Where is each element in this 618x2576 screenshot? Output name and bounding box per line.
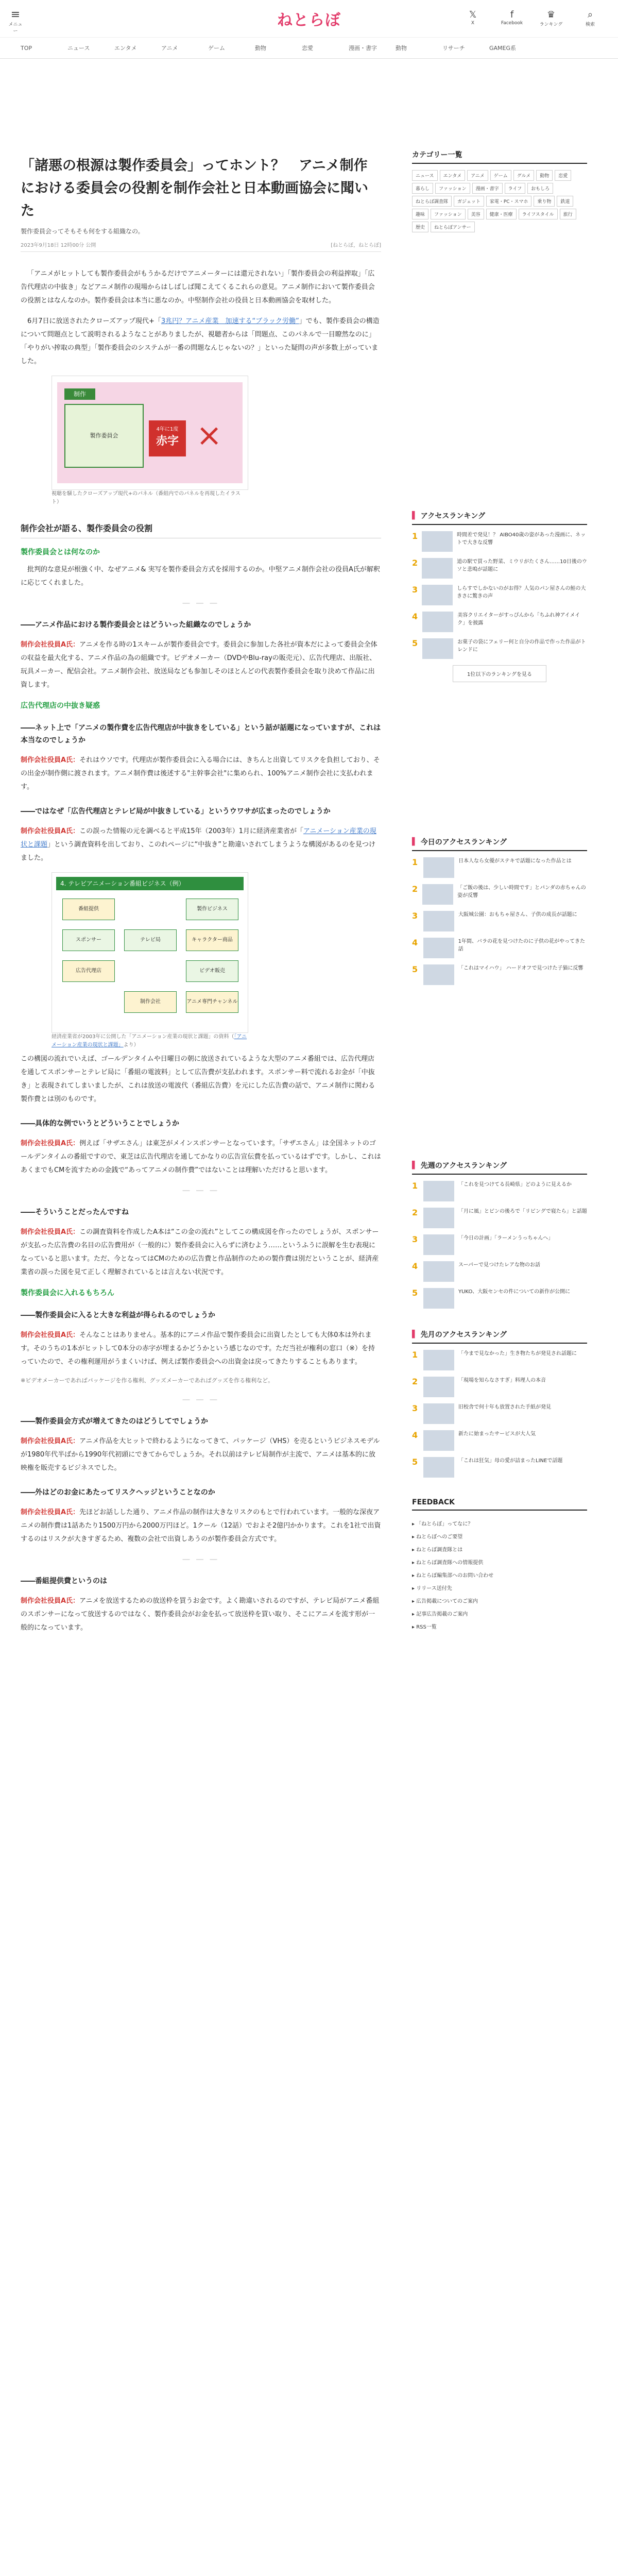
footnote: ※ビデオメーカーであればパッケージを作る権利、グッズメーカーであればグッズを作る権利など。 <box>21 1377 274 1384</box>
article-date: 2023年9月18日 12時00分 公開 <box>21 243 96 248</box>
rank-title: 「これは狂気」母の愛が詰まったLINEで話題 <box>458 1458 563 1464</box>
rank-thumbnail <box>423 964 454 985</box>
today-ranking-block <box>412 837 587 985</box>
answer <box>21 1226 381 1279</box>
question: ――アニメ作品における製作委員会とはどういった組織なのでしょうか <box>21 621 251 629</box>
rank-number: 2 <box>412 1208 418 1217</box>
category-tag[interactable]: エンタメ <box>440 170 466 181</box>
figure-diagram <box>21 872 381 1049</box>
question: ――そういうことだったんですね <box>21 1208 129 1216</box>
category-heading <box>412 149 587 164</box>
category-tag[interactable]: ねとらぼアンサー <box>431 222 475 232</box>
ranking-item[interactable] <box>412 884 587 905</box>
ranking-item[interactable] <box>412 1457 587 1478</box>
speaker-label: 制作会社役員A氏： <box>21 1437 80 1445</box>
rank-title: 美容クリエイターがすっぴんから「ちふれ神アイメイク」を披露 <box>457 613 580 626</box>
category-tag[interactable]: ガジェット <box>454 196 484 207</box>
rank-thumbnail <box>422 612 453 632</box>
rank-number: 3 <box>412 1234 418 1244</box>
rank-number: 4 <box>412 1430 418 1440</box>
answer <box>21 1137 381 1177</box>
rank-thumbnail <box>423 911 454 931</box>
answer-text: 例えば「サザエさん」は東芝がメインスポンサーとなっています。「サザエさん」は全国ネットのゴールデンタイムの番組ですので、東芝は広告代理店を通してかなりの広告宣伝費を払っているはずです。しかし、これはあくまでもCMを流すための金銭で“あってアニメの制作費”ではないことは理解いただけると思います。 <box>21 1140 381 1174</box>
diagram-node: アニメ専門チャンネル <box>186 991 238 1013</box>
panel-red-box <box>149 420 186 456</box>
x-button[interactable] <box>460 9 485 27</box>
category-tag[interactable]: ファッション <box>431 209 466 219</box>
feedback-link[interactable]: ▸ 「ねとらぼ」ってなに？ <box>412 1521 473 1527</box>
prev-list <box>412 1350 587 1478</box>
rank-thumbnail <box>422 638 453 659</box>
hamburger-icon: ≡ <box>10 8 21 21</box>
last-week-ranking-block <box>412 1160 587 1309</box>
article-subtitle: 製作委員会ってそもそも何をする組織なの。 <box>21 228 144 235</box>
question: ――番組提供費というのは <box>21 1577 107 1585</box>
rank-number: 4 <box>412 612 418 621</box>
category-tag[interactable]: 漫画・書字 <box>472 183 503 194</box>
speaker-label: 制作会社役員A氏： <box>21 641 80 649</box>
answer <box>21 825 381 865</box>
rank-title: 「これを見つけてる長崎県」どのように見えるか <box>458 1182 572 1188</box>
nav-item-5[interactable]: 動物 <box>255 45 266 52</box>
rank-thumbnail <box>422 884 453 905</box>
ranking-flag-icon: ▌ <box>412 1330 418 1338</box>
rank-title: 日本人なら女優がステキで話題になった作品とは <box>458 858 572 864</box>
category-tag[interactable]: ライフ <box>505 183 525 194</box>
feedback-heading <box>412 1498 587 1511</box>
feedback-link[interactable]: ▸ ねとらぼ編集部へのお問い合わせ <box>412 1573 494 1579</box>
feedback-link[interactable]: ▸ RSS一覧 <box>412 1624 437 1630</box>
business-diagram <box>52 872 248 1033</box>
access-title: アクセスランキング <box>420 512 485 520</box>
ranking-item[interactable] <box>412 1181 587 1201</box>
panel-committee-box: 製作委員会 <box>64 404 144 468</box>
rank-title: 大阪城公園：おもちゃ屋さん、子供の成長が話題に <box>458 912 577 918</box>
question: ――製作委員会方式が増えてきたのはどうしてでしょうか <box>21 1417 208 1426</box>
rank-number: 4 <box>412 938 418 947</box>
category-tag[interactable]: おもしろ <box>527 183 553 194</box>
diagram-node: 制作会社 <box>124 991 177 1013</box>
category-tag[interactable]: 鉄道 <box>557 196 573 207</box>
nav-item-0[interactable]: TOP <box>21 44 32 52</box>
figure-caption: 視聴を騒したクローズアップ現代+のパネル（番組内でのパネルを再現したイラスト） <box>52 491 241 505</box>
answer <box>21 1329 381 1369</box>
ranking-item[interactable] <box>412 1234 587 1255</box>
ranking-item[interactable] <box>412 585 587 605</box>
diagram-node: ビデオ販売 <box>186 960 238 982</box>
question: ――製作委員会に入ると大きな利益が得られるのでしょうか <box>21 1311 215 1319</box>
answer-text: そんなことはありません。基本的にアニメ作品で製作委員会に出資したとしても大体0本は外れます。そのうちの1本がヒットして0本分の赤字が埋まるかどうかという感じなのです。ただ当社が権利の窓口（※）を持っていたので、その権利運用がうまくいけば、例えば製作委員会への出資金は戻ってきたりすることもあります。 <box>21 1331 375 1366</box>
section-paragraph: 批判的な意見が根強く中、なぜアニメ& 実写を製作委員会方式を採用するのか。中堅アニメ制作会社の役員A氏が解釈に応じてくれました。 <box>21 566 380 587</box>
search-icon: ⌕ <box>587 9 593 20</box>
last-title: 先週のアクセスランキング <box>420 1162 507 1170</box>
nav-item-3[interactable]: アニメ <box>161 45 178 52</box>
panel-red-box-label: 4年に1度 <box>156 427 179 432</box>
divider: ― ― ― <box>182 1555 219 1564</box>
header-icon-label: 検索 <box>585 22 595 27</box>
article-meta <box>21 241 381 252</box>
ranking-item[interactable] <box>412 1430 587 1451</box>
question: ――外はどのお金にあたってリスクヘッジということなのか <box>21 1488 215 1497</box>
category-tag[interactable]: アニメ <box>467 170 488 181</box>
ranking-flag-icon: ▌ <box>412 1161 418 1170</box>
category-tag[interactable]: 歴史 <box>412 222 428 232</box>
category-tag[interactable]: 家電・PC・スマホ <box>486 196 532 207</box>
ad-spacer <box>412 253 587 511</box>
answer <box>21 1506 381 1546</box>
answer-text: アニメを放送するための放送枠を買うお金です。よく勘違いされるのですが、テレビ局がアニメ番組のスポンサーになって放送するのではなく、製作委員会がお金を払って放送枠を買い取り、そこにアニメを流す形が一般的になっています。 <box>21 1597 380 1632</box>
ranking-item[interactable] <box>412 558 587 579</box>
rank-thumbnail <box>422 585 453 605</box>
today-list <box>412 857 587 985</box>
prev-title: 先月のアクセスランキング <box>420 1331 507 1339</box>
header-icon-label: ランキング <box>539 22 563 27</box>
nav-item-6[interactable]: 恋愛 <box>302 45 313 52</box>
ranking-button[interactable] <box>539 9 563 27</box>
nav-item-10[interactable]: GAMEG系 <box>489 45 517 52</box>
nav-item-2[interactable]: エンタメ <box>114 45 137 52</box>
answer-text-pre: この誤った情報の元を調べると平成15年（2003年）1月に経済産業省が「 <box>79 827 303 835</box>
panel-red-text: 赤字 <box>156 435 179 448</box>
rank-thumbnail <box>423 1430 454 1451</box>
answer <box>21 1595 381 1635</box>
facebook-icon: f <box>510 9 514 20</box>
rank-title: スーパーで見つけたレアな物のお話 <box>458 1262 540 1268</box>
category-tag[interactable]: ライフスタイル <box>519 209 558 219</box>
rank-thumbnail <box>423 1234 454 1255</box>
rank-number: 2 <box>412 1377 418 1386</box>
article <box>21 155 381 1642</box>
rank-number: 1 <box>412 1350 418 1360</box>
diagram-caption <box>52 1033 247 1049</box>
question: ――ではなぜ「広告代理店とテレビ局が中抜きしている」というウワサが広まったのでしょうか <box>21 807 331 816</box>
category-block <box>412 149 587 232</box>
nav-item-8[interactable]: 動物 <box>396 45 407 52</box>
green-heading-2: 広告代理店の中抜き疑惑 <box>21 702 100 710</box>
category-title: カテゴリー一覧 <box>412 151 462 159</box>
diagram-title: 4. テレビアニメーション番組ビジネス（例） <box>56 877 244 890</box>
prev-heading <box>412 1329 587 1344</box>
category-tag[interactable]: 健康・医療 <box>486 209 517 219</box>
speaker-label: 制作会社役員A氏： <box>21 1509 80 1516</box>
ranking-item[interactable] <box>412 1403 587 1424</box>
diagram-caption-pre: 経済産業省が2003年に公開した「アニメーション産業の現状と課題」の資料（ <box>52 1034 234 1040</box>
feedback-link[interactable]: ▸ 広告掲載についてのご案内 <box>412 1599 478 1604</box>
intro-2-post: 」でも、製作委員会の構造について問題点として説明されるようなことがありましたが、視聴者からは「問題点、このパネルで一目瞭然なのに」「やりがい搾取の典型」「製作委員会のシステムが一番の問題なんじゃないの？」といった疑問の声が多数上がっていました。 <box>21 317 380 365</box>
answer <box>21 1435 381 1475</box>
feedback-link[interactable]: ▸ ねとらぼ調査隊とは <box>412 1547 463 1553</box>
panel-cross-mark: × <box>196 417 222 453</box>
today-title: 今日のアクセスランキング <box>420 838 507 846</box>
answer-text: 先ほどお話しした通り、アニメ作品の制作は大きなリスクのもとで行われています。一般的な深夜アニメの制作費は1話あたり1500万円から2000万円ほど。1クール（12話）でおよそ2億円かかります。これを1社で出資するのはリスクが大きすぎるため、複数の会社で出資しあうのが製作委員会方式です。 <box>21 1509 381 1543</box>
rank-number: 4 <box>412 1261 418 1271</box>
last-heading <box>412 1160 587 1175</box>
ranking-flag-icon: ▌ <box>412 838 418 846</box>
rank-number: 5 <box>412 638 418 648</box>
site-header <box>0 0 618 38</box>
diagram-caption-post: より） <box>123 1042 139 1048</box>
answer-text: アニメを作る時の1スキームが製作委員会です。委員会に参加した各社が資本だによって委員会全体の収益を最大化する、アニメ作品の為の組織です。ビデオメーカー（DVDやBlu-rayの販売元）、広告代理店、出版社、玩具メーカー、配信会社。アニメ制作会社、放送局なども参加しそのほとんどの代表製作委員会を取り決めて作品に出資します。 <box>21 641 377 689</box>
rank-thumbnail <box>422 531 453 552</box>
rank-thumbnail <box>423 1350 454 1370</box>
more-ranking-button[interactable]: 1位以下のランキングを見る <box>453 665 546 682</box>
divider: ― ― ― <box>182 1187 219 1195</box>
program-link[interactable]: 3兆円？アニメ産業 加速する“ブラック労働” <box>161 317 299 325</box>
rank-number: 1 <box>412 531 418 541</box>
diagram-source-link[interactable]: 「アニメーション産業の現状と課題」 <box>52 1034 247 1048</box>
category-tags <box>412 170 587 232</box>
rank-thumbnail <box>423 1208 454 1228</box>
nav-item-4[interactable]: ゲーム <box>208 45 225 52</box>
rank-number: 5 <box>412 1288 418 1298</box>
category-tag[interactable]: 乗り物 <box>534 196 555 207</box>
access-list <box>412 531 587 659</box>
answer <box>21 754 381 794</box>
ranking-item[interactable] <box>412 964 587 985</box>
feedback-title: FEEDBACK <box>412 1498 455 1506</box>
nav-item-7[interactable]: 漫画・書字 <box>349 45 377 52</box>
ranking-item[interactable] <box>412 638 587 659</box>
speaker-label: 制作会社役員A氏： <box>21 1140 80 1147</box>
nav-item-9[interactable]: リサーチ <box>442 45 465 52</box>
speaker-label: 制作会社役員A氏： <box>21 1228 80 1236</box>
panel-illustration <box>52 376 248 490</box>
green-heading-3: 製作委員会に入れるもちろん <box>21 1289 114 1297</box>
feedback-block <box>412 1498 587 1633</box>
feedback-link[interactable]: ▸ ねとらぼへのご要望 <box>412 1534 463 1540</box>
ranking-item[interactable] <box>412 1288 587 1309</box>
category-tag[interactable]: ファッション <box>435 183 470 194</box>
ranking-icon: ♛ <box>546 9 556 20</box>
ranking-flag-icon: ▌ <box>412 512 418 520</box>
diagram-node: 番組提供 <box>62 899 115 920</box>
rank-title: 新たに始まったサービスが大人気 <box>458 1431 536 1437</box>
last-list <box>412 1181 587 1309</box>
category-tag[interactable]: 恋愛 <box>555 170 571 181</box>
rank-number: 5 <box>412 1457 418 1467</box>
feedback-link[interactable]: ▸ 記事広告掲載のご案内 <box>412 1612 468 1617</box>
section-heading: 制作会社が語る、製作委員会の役割 <box>21 522 381 538</box>
answer-text: それはウソです。代理店が製作委員会に入る場合には、きちんと出資してリスクを負担しており、その出金が制作側に渡されます。アニメ制作費は後述する"主幹事会社"に集められ、100%アニメ制作会社に支払われます。 <box>21 756 380 791</box>
category-tag[interactable]: グルメ <box>513 170 534 181</box>
divider: ― ― ― <box>182 1396 219 1404</box>
rank-title: YUKO、大阪センセの件についての新作が公開に <box>458 1289 571 1295</box>
access-heading <box>412 511 587 525</box>
site-logo[interactable]: ねとらぼ <box>277 11 341 29</box>
rank-title: しらすでしかないのがお得？人気のパン屋さんの鮭の大きさに驚きの声 <box>457 586 586 599</box>
ad-spacer <box>412 1006 587 1160</box>
rank-title: 「今まで見なかった」生き物たちが発見され話題に <box>458 1351 577 1357</box>
category-tag[interactable]: 動物 <box>536 170 553 181</box>
speaker-label: 制作会社役員A氏： <box>21 1331 80 1339</box>
rank-number: 1 <box>412 1181 418 1191</box>
ad-spacer <box>412 703 587 837</box>
header-icon-label: X <box>471 21 475 26</box>
ranking-item[interactable] <box>412 938 587 958</box>
meti-report-link[interactable]: アニメーション産業の現状と課題 <box>21 827 376 849</box>
header-icon-label: Facebook <box>501 21 523 26</box>
article-title: 「諸悪の根源は製作委員会」ってホント？ アニメ制作における委員会の役割を制作会社と日本動画協会に聞いた <box>21 158 368 219</box>
menu-label: メニュー <box>8 22 23 34</box>
diagram-node: スポンサー <box>62 929 115 951</box>
ranking-item[interactable] <box>412 857 587 878</box>
facebook-button[interactable] <box>500 9 524 27</box>
rank-number: 2 <box>412 884 418 894</box>
diagram-node: キャラクター商品 <box>186 929 238 951</box>
feedback-list <box>412 1517 587 1633</box>
x-icon: 𝕏 <box>469 9 477 20</box>
answer-paragraph: この構図の流れでいえば、ゴールデンタイムや日曜日の朝に放送されているような大型のアニメ番組では、広告代理店を通してスポンサーとテレビ局に「番組の電波料」として広告費が支払われます。スポンサー料で流れるお金が「中抜き」と表現されてしまいましたが、これは放送の電波代（番組広告費）を元にした広告費の話で、アニメ制作に関わる製作費とは別のものです。 <box>21 1055 375 1103</box>
intro-paragraph-2 <box>21 315 381 368</box>
rank-thumbnail <box>423 857 454 878</box>
ranking-item[interactable] <box>412 911 587 931</box>
rank-title: 道の駅で買った野菜、ミウリがたくさん……10日後のウソと悲鳴が話題に <box>457 559 587 572</box>
rank-title: 「ご飯の後は、少しい時間です」とパンダの赤ちゃんの姿が反響 <box>457 885 586 899</box>
speaker-label: 制作会社役員A氏： <box>21 827 80 835</box>
panel-label-top: 制作 <box>64 388 95 400</box>
rank-title: 「月に風」とビンの後ろで「リビングで寝たら」と話題 <box>458 1209 587 1214</box>
rank-thumbnail <box>423 1403 454 1424</box>
sidebar <box>412 149 587 1653</box>
speaker-label: 制作会社役員A氏： <box>21 1597 80 1605</box>
rank-number: 3 <box>412 585 418 595</box>
answer-text: アニメ作品を大ヒットで終わるようになってきて、パッケージ（VHS）を売るというビジネスモデルが1980年代半ばから1990年代初頭にできてからでしょうか。それ以前はテレビ局制作が主流で、アニメは基本的に放映権を販売するビジネスでした。 <box>21 1437 380 1472</box>
category-tag[interactable]: 暮らし <box>412 183 433 194</box>
category-tag[interactable]: ニュース <box>412 170 438 181</box>
ranking-item[interactable] <box>412 531 587 552</box>
rank-title: 「現場を知らなさすぎ」料理人の本音 <box>458 1378 546 1383</box>
rank-thumbnail <box>423 938 454 958</box>
rank-thumbnail <box>422 558 453 579</box>
search-button[interactable] <box>578 9 603 27</box>
answer-text: この調査資料を作成したA本は“この金の流れ”としてこの構成図を作ったのでしょうが、スポンサーが支払った広告費の名目の広告費用が（一般的に）製作委員会に入らずに済むよう……というふうに誤解を生む表現になっていると思います。ただ、今となってはCMのための広告費と作品制作のための製作費は別だということが、経済産業省の誤った図を見て正しく理解されているとは言えない状況です。 <box>21 1228 379 1276</box>
last-month-ranking-block <box>412 1329 587 1478</box>
ranking-item[interactable] <box>412 1261 587 1282</box>
rank-thumbnail <box>423 1181 454 1201</box>
rank-thumbnail <box>423 1377 454 1397</box>
answer <box>21 638 381 692</box>
ranking-item[interactable] <box>412 1377 587 1397</box>
answer-text-post: 」という調査資料を出しており、このれページに“中抜き”と勘違いされてしまうような構図があるのを見つけました。 <box>21 841 375 862</box>
category-tag[interactable]: 美容 <box>468 209 484 219</box>
feedback-link[interactable]: ▸ リリース送付先 <box>412 1586 452 1591</box>
rank-title: 旧校舎で何十年も放置された手紙が発見 <box>458 1404 551 1410</box>
article-byline: [ねとらぼ，ねとらぼ] <box>331 243 381 248</box>
diagram-node: 製作ビジネス <box>186 899 238 920</box>
question: ――具体的な例でいうとどういうことでしょうか <box>21 1120 179 1128</box>
rank-number: 2 <box>412 558 418 568</box>
feedback-link[interactable]: ▸ ねとらぼ調査隊への情報提供 <box>412 1560 484 1566</box>
diagram-node: テレビ局 <box>124 929 177 951</box>
divider: ― ― ― <box>182 599 219 607</box>
diagram-node: 広告代理店 <box>62 960 115 982</box>
rank-number: 3 <box>412 1403 418 1413</box>
category-tag[interactable]: ねとらぼ調査隊 <box>412 196 452 207</box>
category-tag[interactable]: 趣味 <box>412 209 428 219</box>
green-heading: 製作委員会とは何なのか <box>21 548 100 556</box>
rank-title: お菓子の袋にフェリー何と自分の作品で作った作品がトレンドに <box>457 639 586 653</box>
rank-number: 1 <box>412 857 418 867</box>
access-ranking-block <box>412 511 587 682</box>
rank-title: 「これはマイハウ」 ハードオフで見つけた子猫に反響 <box>458 965 583 971</box>
intro-2-pre: 6月7日に放送されたクローズアップ現代+「 <box>27 317 161 325</box>
rank-number: 5 <box>412 964 418 974</box>
ranking-item[interactable] <box>412 1208 587 1228</box>
ranking-item[interactable] <box>412 612 587 632</box>
main-nav <box>0 38 618 59</box>
speaker-label: 制作会社役員A氏： <box>21 756 80 764</box>
rank-number: 3 <box>412 911 418 921</box>
rank-thumbnail <box>423 1261 454 1282</box>
rank-thumbnail <box>423 1288 454 1309</box>
rank-thumbnail <box>423 1457 454 1478</box>
intro-paragraph: 「アニメがヒットしても製作委員会がもうかるだけでアニメーターには還元されない」「製作委員会の利益搾取」「広告代理店の中抜き」などアニメ制作の現場からはしばしば聞こえてくるこれらの意見。アニメ制作において製作委員会の役割とはなんなのか。製作委員会は本当に悪なのか。中堅制作会社の役員と日本動画協会を取材した。 <box>21 270 375 304</box>
category-tag[interactable]: 旅行 <box>560 209 576 219</box>
today-heading <box>412 837 587 851</box>
rank-title: 「今日の計画」「ラーメンうっちゃんへ」 <box>458 1235 554 1241</box>
question: ――ネット上で「アニメの製作費を広告代理店が中抜きをしている」という話が話題になっていますが、これは本当なのでしょうか <box>21 724 381 744</box>
ranking-item[interactable] <box>412 1350 587 1370</box>
header-icons <box>460 9 603 27</box>
nav-item-1[interactable]: ニュース <box>67 45 90 52</box>
category-tag[interactable]: ゲーム <box>490 170 511 181</box>
figure-panel <box>21 376 381 506</box>
rank-title: 1年間、バラの花を見つけたのに子供の花がやってきた話 <box>458 939 586 952</box>
menu-button[interactable] <box>7 9 24 34</box>
rank-title: 時間差で発見！？ AIBO40歳の姿があった漫画に、ネットで大きな反響 <box>457 532 586 546</box>
